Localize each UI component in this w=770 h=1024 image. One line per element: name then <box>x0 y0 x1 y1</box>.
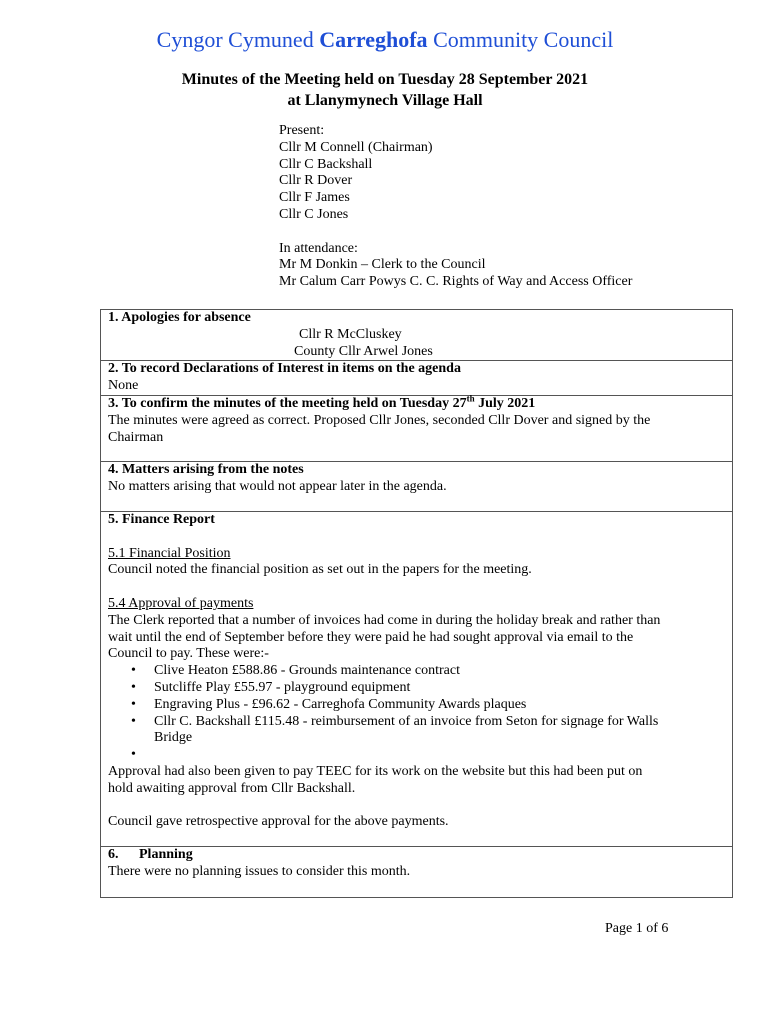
item-heading: 3. To confirm the minutes of the meeting held on Tuesday 27th July 2021 <box>108 393 536 411</box>
item-minutes <box>101 395 733 461</box>
item-body: Council noted the financial position as set out in the papers for the meeting. <box>108 562 532 578</box>
item-heading: 5. Finance Report <box>108 511 215 527</box>
payments-list <box>108 663 732 764</box>
payment-item: • Engraving Plus - £96.62 - Carreghofa Community Awards plaques <box>154 697 732 714</box>
item-body: Council to pay. These were:- <box>108 646 269 662</box>
attendance-person: Mr Calum Carr Powys C. C. Rights of Way and Access Officer <box>279 274 633 290</box>
present-member: Cllr C Jones <box>279 206 349 222</box>
present-member: Cllr R Dover <box>279 173 353 189</box>
item-apologies <box>101 310 733 361</box>
item-heading: 4. Matters arising from the notes <box>108 461 304 477</box>
item-body: There were no planning issues to consider this month. <box>108 863 411 879</box>
present-member: Cllr C Backshall <box>279 156 373 172</box>
attendance-person: Mr M Donkin – Clerk to the Council <box>279 257 486 273</box>
page-number: Page 1 of 6 <box>605 921 669 936</box>
minutes-table <box>100 309 733 898</box>
item-body: The minutes were agreed as correct. Proposed Cllr Jones, seconded Cllr Dover and signed by the <box>108 412 651 428</box>
apology-name: Cllr R McCluskey <box>299 326 402 342</box>
payment-item: • Cllr C. Backshall £115.48 - reimbursement of an invoice from Seton for signage for Walls Bridge <box>154 714 732 748</box>
item-body: wait until the end of September before they were paid he had sought approval via email to the <box>108 629 634 645</box>
attendees-block <box>279 123 632 291</box>
meeting-venue: at Llanymynech Village Hall <box>287 92 483 109</box>
item-finance <box>101 511 733 846</box>
apology-name: County Cllr Arwel Jones <box>294 343 433 359</box>
meeting-title: Minutes of the Meeting held on Tuesday 28 September 2021 <box>181 71 589 88</box>
item-heading: 1. Apologies for absence <box>108 310 251 325</box>
payment-item: • Sutcliffe Play £55.97 - playground equipment <box>154 680 732 697</box>
subheading: 5.1 Financial Position <box>108 545 231 561</box>
present-label: Present: <box>279 123 325 138</box>
payment-item: • Clive Heaton £588.86 - Grounds maintenance contract <box>154 663 732 680</box>
item-body: Approval had also been given to pay TEEC for its work on the website but this had been put on <box>108 763 643 779</box>
council-title: Cyngor Cymuned Carreghofa Community Council <box>156 27 614 52</box>
item-heading: 2. To record Declarations of Interest in items on the agenda <box>108 361 461 377</box>
item-planning <box>101 846 733 897</box>
subheading: 5.4 Approval of payments <box>108 595 254 611</box>
item-body: Council gave retrospective approval for the above payments. <box>108 814 449 830</box>
item-matters-arising <box>101 461 733 511</box>
item-body: hold awaiting approval from Cllr Backshall. <box>108 780 356 796</box>
present-member: Cllr M Connell (Chairman) <box>279 139 433 155</box>
attendance-label: In attendance: <box>279 240 358 256</box>
item-body: The Clerk reported that a number of invoices had come in during the holiday break and rather than <box>108 612 661 628</box>
item-body: None <box>108 378 139 394</box>
item-body: Chairman <box>108 429 164 445</box>
item-declarations <box>101 361 733 396</box>
item-body: No matters arising that would not appear later in the agenda. <box>108 478 447 494</box>
item-heading: 6. Planning <box>108 846 193 862</box>
payment-item-empty <box>154 747 732 764</box>
present-member: Cllr F James <box>279 190 350 206</box>
